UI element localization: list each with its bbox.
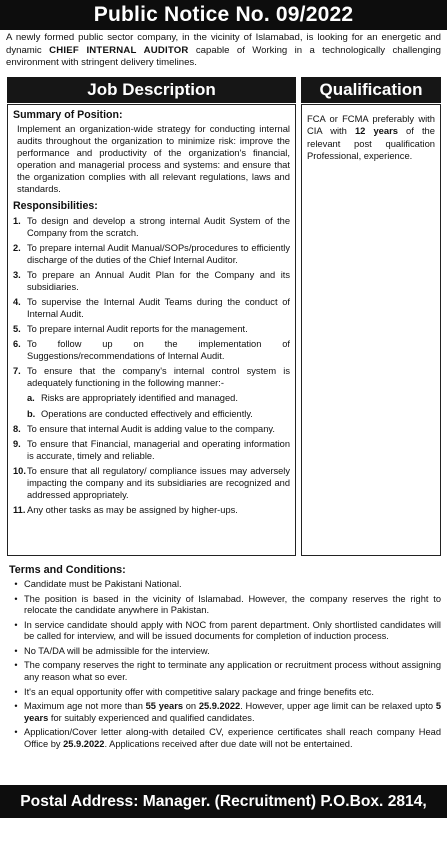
qualification-text-end: of the relevant post qualification Professional, experience. [307,125,435,161]
term-text [24,594,441,617]
job-description-panel [7,104,296,556]
subitem-text: Risks are appropriately identified and managed. [41,393,238,404]
responsibility-number: 5. [13,324,21,334]
terms-list [8,579,441,754]
term-emphasis: 55 years [145,701,184,712]
responsibility-text: To ensure that the company's internal control system is adequately functioning in the following manner:- [27,366,290,388]
responsibility-number: 4. [13,297,21,307]
terms-heading: Terms and Conditions: [9,564,126,576]
bullet-icon: • [14,579,18,589]
responsibility-text: To ensure that Financial, managerial and operating information is accurate, timely and reliable. [27,439,290,461]
job-description-heading: Job Description [7,77,296,103]
intro-text-end: capable of Working in a technologically challenging environment with stringent delivery timelines. [6,44,441,68]
term-fragment: It's an equal opportunity offer with competitive salary package and fringe benefits etc. [24,686,374,697]
responsibility-text: To supervise the Internal Audit Teams during the conduct of Internal Audit. [27,297,290,319]
responsibility-text: Any other tasks as may be assigned by higher-ups. [27,504,238,515]
responsibility-subitem [13,409,290,421]
term-fragment: . Applications received after due date will not be entertained. [104,739,353,750]
term-emphasis: 25.9.2022 [63,739,105,750]
term-fragment: Application/Cover letter along-with detailed CV, experience certificates shall reach company Head Office by [24,727,441,750]
responsibility-item [13,270,290,293]
responsibility-number: 9. [13,439,21,450]
term-text [24,620,441,643]
intro-role: CHIEF INTERNAL AUDITOR [49,44,189,56]
term-item [8,579,441,591]
responsibility-item [13,439,290,462]
responsibilities-list [13,216,290,517]
responsibility-text: To ensure that all regulatory/ compliance issues may adversely impacting the company and its subsidiaries are recognized and addressed appropriately. [27,466,290,500]
summary-heading: Summary of Position: [13,109,123,121]
term-text [24,660,441,683]
term-item [8,727,441,750]
term-item [8,646,441,658]
responsibility-number: 1. [13,216,21,226]
subitem-text: Operations are conducted effectively and efficiently. [41,408,253,419]
term-item [8,701,441,724]
responsibility-text: To ensure that internal Audit is adding value to the company. [27,423,275,434]
responsibility-number: 3. [13,270,21,280]
responsibility-item [13,424,290,436]
notice-title: Public Notice No. 09/2022 [0,0,447,30]
postal-address: Postal Address: Manager. (Recruitment) P.O.Box. 2814, Islamabad [0,785,447,818]
responsibility-item [13,366,290,389]
term-emphasis: 5 years [24,701,441,723]
term-item [8,687,441,699]
term-fragment: No TA/DA will be admissible for the interview. [24,645,210,656]
responsibility-item [13,324,290,336]
responsibility-text: To prepare an Annual Audit Plan for the Company and its subsidiaries. [27,270,290,292]
term-emphasis: 25.9.2022 [198,701,241,712]
responsibility-text: To prepare internal Audit reports for the management. [27,324,248,334]
responsibility-item [13,466,290,501]
term-text [24,727,441,750]
responsibility-item [13,505,290,517]
term-text [24,687,441,699]
responsibility-subitem [13,393,290,405]
responsibility-number: 7. [13,366,21,377]
responsibility-number: 10. [13,466,26,477]
responsibility-item [13,216,290,239]
responsibility-item [13,297,290,320]
term-item [8,620,441,643]
bullet-icon: • [14,660,18,671]
responsibility-text: To prepare internal Audit Manual/SOPs/procedures to efficiently discharge of the duties of the Chief Internal Auditor. [27,243,290,265]
qualification-text: FCA or FCMA preferably with CIA with [307,113,435,137]
term-text [24,701,441,724]
summary-text: Implement an organization-wide strategy for conducting internal audits throughout the organization to minimize risk: improve the performance and productivity of the organization's financial, operation and managerial process and systems: and ensure that the organization complies with all relevant regulations, laws and standards. [17,123,290,194]
qualification-panel [301,104,441,556]
bullet-icon: • [14,686,18,697]
subitem-letter: b. [27,408,36,419]
term-fragment: Candidate must be Pakistani National. [24,579,182,589]
subitem-letter: a. [27,393,35,404]
responsibility-number: 2. [13,243,21,253]
responsibility-number: 6. [13,339,21,350]
qualification-years: 12 years [354,125,398,137]
term-item [8,660,441,683]
responsibility-number: 11. [13,504,26,515]
responsibility-text: To follow up on the implementation of Suggestions/recommendations of Internal Audit. [27,339,290,361]
term-text [24,646,441,658]
bullet-icon: • [14,645,18,656]
responsibility-text: To design and develop a strong internal Audit System of the Company from the scratch. [27,216,290,238]
term-fragment: Maximum age not more than [24,701,146,712]
intro-text: A newly formed public sector company, in the vicinity of Islamabad, is looking for an energetic and dynamic [6,32,441,56]
term-fragment: . However, upper age limit can be relaxed upto [240,701,436,712]
term-fragment: The position is based in the vicinity of Islamabad. However, the company reserves the right to relocate the candidate anywhere in Pakistan. [24,593,441,616]
bullet-icon: • [14,593,18,604]
term-text [24,579,441,591]
intro-paragraph [6,32,441,70]
bullet-icon: • [14,701,18,712]
responsibility-item [13,339,290,362]
bullet-icon: • [14,619,18,630]
term-fragment: for suitably experienced and qualified candidates. [48,712,255,723]
responsibility-item [13,243,290,266]
responsibilities-heading: Responsibilities: [13,200,98,212]
term-fragment: The company reserves the right to terminate any application or recruitment process without assigning any reason what so ever. [24,660,441,683]
term-fragment: In service candidate should apply with NOC from parent department. Only shortlisted candidates will be called for interview, and will be issued documents for completion of induction process. [24,619,441,642]
term-item [8,594,441,617]
bullet-icon: • [14,727,18,738]
qualification-heading: Qualification [301,77,441,103]
term-fragment: on [183,701,199,712]
responsibility-number: 8. [13,423,21,434]
